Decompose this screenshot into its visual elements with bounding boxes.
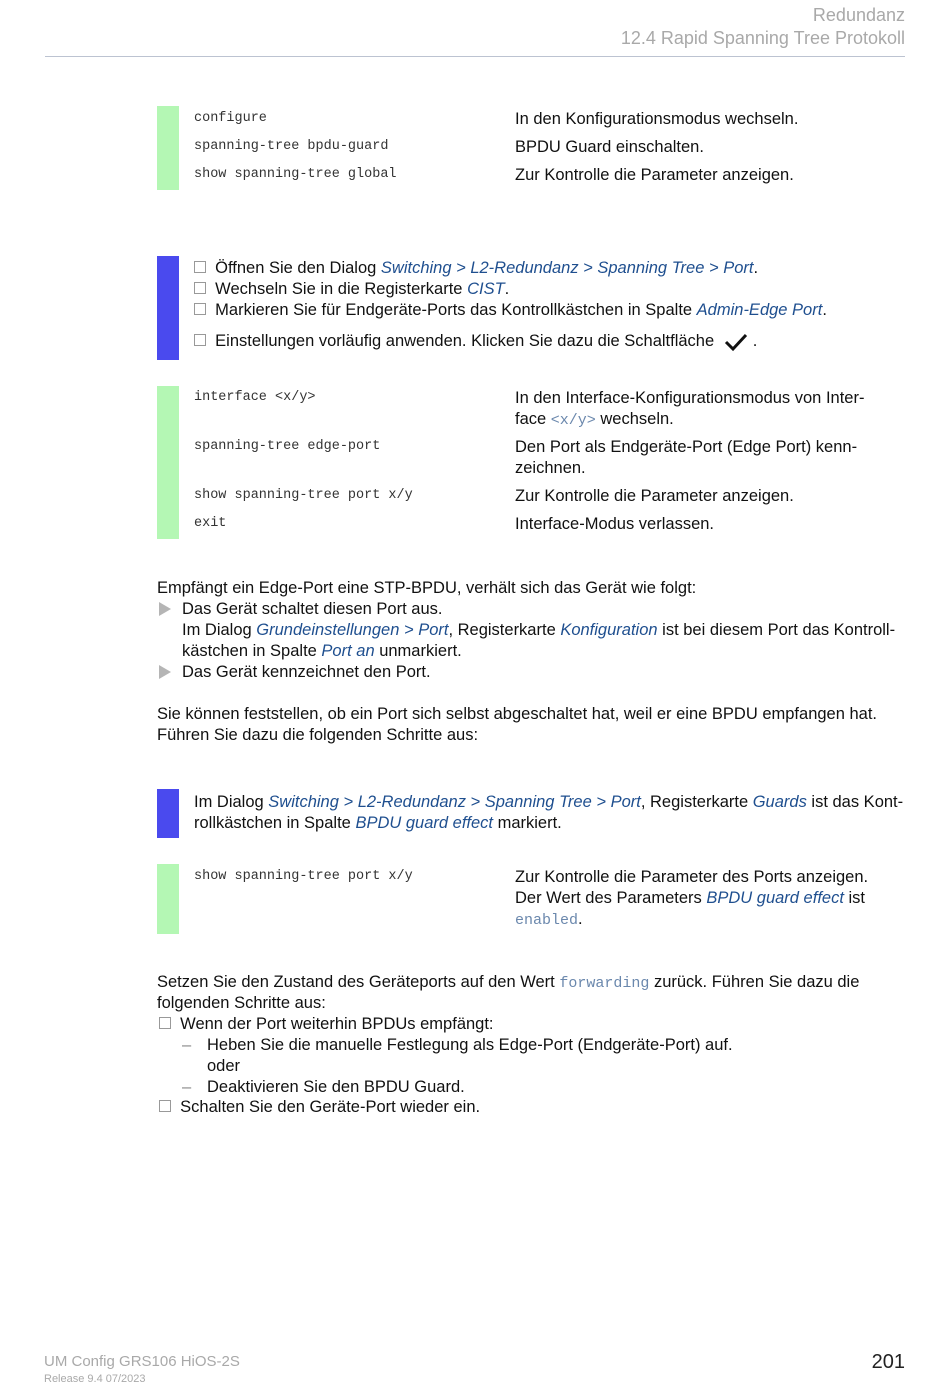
triangle-bullet-icon xyxy=(159,665,171,679)
step-item: Öffnen Sie den Dialog Switching > L2-Redundanz > Spanning Tree > Port. xyxy=(194,258,758,279)
tab-name: Guards xyxy=(752,793,807,811)
cli-block-marker xyxy=(157,864,179,934)
cli-description: Den Port als Endgeräte-Port (Edge Port) kenn- zeichnen. xyxy=(515,438,858,477)
cli-command: configure xyxy=(194,111,267,126)
cli-description: In den Konfigurationsmodus wechseln. xyxy=(515,110,799,128)
gui-block-marker xyxy=(157,789,179,838)
code-value: enabled xyxy=(515,912,579,929)
parameter-name: BPDU guard effect xyxy=(706,889,844,907)
tab-name: CIST xyxy=(467,280,505,298)
cli-command: show spanning-tree port x/y xyxy=(194,869,413,884)
checkbox-icon xyxy=(194,282,206,294)
dash-bullet-icon: – xyxy=(182,1036,192,1054)
dialog-path: Grundeinstellungen > Port xyxy=(256,621,449,639)
bullet-text: Im Dialog Grundeinstellungen > Port, Registerkarte Konfiguration ist bei diesem Port das Kontroll- xyxy=(182,621,896,639)
paragraph-text: folgenden Schritte aus: xyxy=(157,994,326,1012)
checkbox-icon xyxy=(194,261,206,273)
bullet-text: Das Gerät schaltet diesen Port aus. xyxy=(182,600,443,618)
tab-name: Konfiguration xyxy=(560,621,658,639)
footer-release: Release 9.4 07/2023 xyxy=(44,1373,146,1385)
checkmark-icon xyxy=(723,332,749,352)
code-value: forwarding xyxy=(559,975,650,992)
cli-command: show spanning-tree port x/y xyxy=(194,488,413,503)
sub-item-text: Heben Sie die manuelle Festlegung als Edge-Port (Endgeräte-Port) auf. xyxy=(207,1036,733,1054)
paragraph-text: Empfängt ein Edge-Port eine STP-BPDU, verhält sich das Gerät wie folgt: xyxy=(157,579,697,597)
column-name: Admin-Edge Port xyxy=(696,301,823,319)
paragraph-text: Sie können feststellen, ob ein Port sich selbst abgeschaltet hat, weil er eine BPDU empfangen hat. xyxy=(157,705,878,723)
cli-command: show spanning-tree global xyxy=(194,167,397,182)
header-section: 12.4 Rapid Spanning Tree Protokoll xyxy=(620,28,905,48)
cli-description: Zur Kontrolle die Parameter des Ports anzeigen. Der Wert des Parameters BPDU guard effect ist enabled. xyxy=(515,868,869,929)
paragraph-text: Setzen Sie den Zustand des Geräteports auf den Wert forwarding zurück. Führen Sie dazu die xyxy=(157,973,860,992)
code-value: <x/y> xyxy=(550,412,596,429)
step-item: Wechseln Sie in die Registerkarte CIST. xyxy=(194,279,509,300)
cli-description: Zur Kontrolle die Parameter anzeigen. xyxy=(515,487,794,505)
header-chapter: Redundanz xyxy=(812,5,905,25)
cli-block-marker xyxy=(157,106,179,190)
page-number: 201 xyxy=(871,1351,905,1373)
paragraph-text: Führen Sie dazu die folgenden Schritte aus: xyxy=(157,726,479,744)
dialog-path: Switching > L2-Redundanz > Spanning Tree > Port xyxy=(268,793,641,811)
step-item: Einstellungen vorläufig anwenden. Klicken Sie dazu die Schaltfläche . xyxy=(194,331,757,352)
checkbox-icon xyxy=(194,334,206,346)
checkbox-icon xyxy=(194,303,206,315)
cli-block-marker xyxy=(157,386,179,539)
dialog-path: Switching > L2-Redundanz > Spanning Tree > Port xyxy=(380,259,754,277)
column-name: Port an xyxy=(321,642,375,660)
step-item: Schalten Sie den Geräte-Port wieder ein. xyxy=(159,1097,480,1118)
cli-command: spanning-tree edge-port xyxy=(194,439,381,454)
footer-document: UM Config GRS106 HiOS-2S xyxy=(44,1353,240,1370)
cli-command: exit xyxy=(194,516,227,531)
cli-command: interface <x/y> xyxy=(194,390,316,405)
cli-description: Interface-Modus verlassen. xyxy=(515,515,715,533)
checkbox-icon xyxy=(159,1100,171,1112)
bullet-text: Das Gerät kennzeichnet den Port. xyxy=(182,663,431,681)
sub-item-text: oder xyxy=(207,1057,241,1075)
column-name: BPDU guard effect xyxy=(355,814,494,832)
dash-bullet-icon: – xyxy=(182,1078,192,1096)
step-text: rollkästchen in Spalte BPDU guard effect markiert. xyxy=(194,814,562,832)
step-item: Markieren Sie für Endgeräte-Ports das Kontrollkästchen in Spalte Admin-Edge Port. xyxy=(194,300,827,321)
header-rule xyxy=(45,56,905,57)
sub-item-text: Deaktivieren Sie den BPDU Guard. xyxy=(207,1078,465,1096)
step-item: Wenn der Port weiterhin BPDUs empfängt: xyxy=(159,1014,494,1035)
bullet-text: kästchen in Spalte Port an unmarkiert. xyxy=(182,642,462,660)
cli-command: spanning-tree bpdu-guard xyxy=(194,139,389,154)
cli-description: In den Interface-Konfigurationsmodus von Inter- face <x/y> wechseln. xyxy=(515,389,865,429)
cli-description: BPDU Guard einschalten. xyxy=(515,138,704,156)
step-text: Im Dialog Switching > L2-Redundanz > Spanning Tree > Port, Registerkarte Guards ist das Kont- xyxy=(194,793,904,811)
checkbox-icon xyxy=(159,1017,171,1029)
cli-description: Zur Kontrolle die Parameter anzeigen. xyxy=(515,166,794,184)
triangle-bullet-icon xyxy=(159,602,171,616)
gui-block-marker xyxy=(157,256,179,360)
